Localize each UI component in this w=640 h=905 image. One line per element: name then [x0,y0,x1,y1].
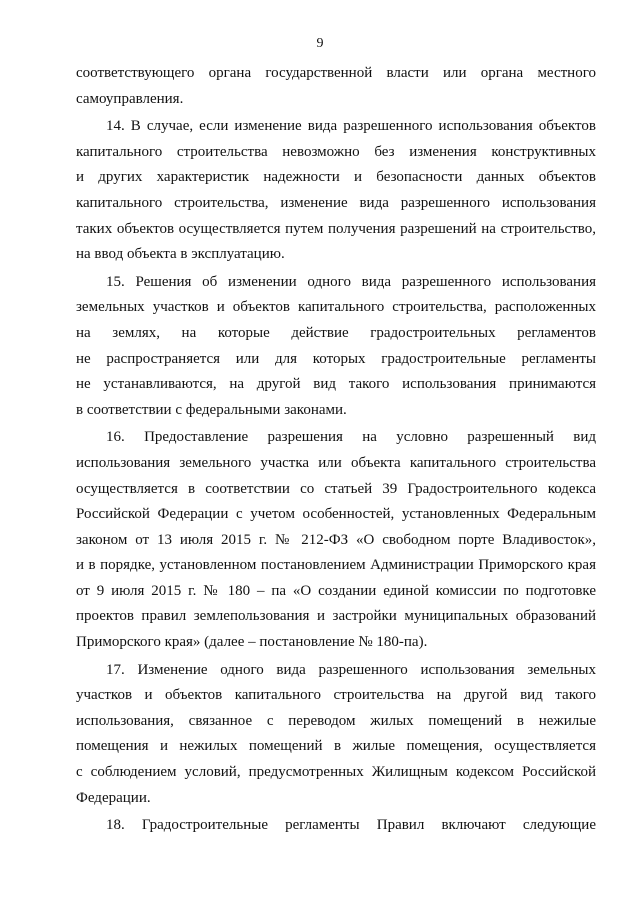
paragraph-17 [76,658,596,812]
text-line: законом от 13 июля 2015 г. № 212-ФЗ «О свободном порте Владивосток», [76,531,596,548]
paragraph-continuation [76,61,596,112]
paragraph-18 [76,813,596,839]
text-line: и в порядке, установленном постановлением Администрации Приморского края [76,557,596,574]
page-number: 9 [316,36,324,51]
paragraph-15 [76,270,596,424]
text-line: и других характеристик надежности и безопасности данных объектов [76,169,596,186]
text-line: капитального строительства, изменение вида разрешенного использования [76,194,596,211]
text-line: капитального строительства невозможно без изменения конструктивных [76,143,596,160]
text-line: на землях, на которые действие градостроительных регламентов [76,324,596,341]
text-line: использования земельного участка или объекта капитального строительства [76,454,596,471]
text-line: не распространяется или для которых градостроительные регламенты [76,350,596,367]
text-line: Приморского края» (далее – постановление № 180-па). [76,634,428,651]
text-line: помещения и нежилых помещений в жилые помещения, осуществляется [76,738,596,755]
document-body [76,61,596,841]
text-line: Российской Федерации с учетом особенностей, установленных Федеральным [76,506,596,523]
text-line: таких объектов осуществляется путем получения разрешений на строительство, [76,220,596,237]
text-line: осуществляется в соответствии со статьей 39 Градостроительного кодекса [76,480,596,497]
text-line: земельных участков и объектов капитального строительства, расположенных [76,299,596,316]
text-line: самоуправления. [76,90,184,107]
text-line: использования, связанное с переводом жилых помещений в нежилые [76,712,596,729]
text-line: 14. В случае, если изменение вида разрешенного использования объектов [106,118,596,135]
text-line: в соответствии с федеральными законами. [76,401,347,418]
text-line: 16. Предоставление разрешения на условно разрешенный вид [106,429,596,446]
text-line: с соблюдением условий, предусмотренных Жилищным кодексом Российской [76,764,596,781]
paragraph-14 [76,114,596,268]
text-line: на ввод объекта в эксплуатацию. [76,246,285,263]
text-line: участков и объектов капитального строительства на другой вид такого [76,687,596,704]
text-line: соответствующего органа государственной власти или органа местного [76,65,596,81]
text-line: проектов правил землепользования и застройки муниципальных образований [76,608,596,625]
paragraph-16 [76,425,596,655]
text-line: от 9 июля 2015 г. № 180 – па «О создании единой комиссии по подготовке [76,582,596,599]
text-line: 15. Решения об изменении одного вида разрешенного использования [106,273,596,290]
text-line: Федерации. [76,789,151,806]
text-line: 17. Изменение одного вида разрешенного использования земельных [106,661,596,678]
text-line: 18. Градостроительные регламенты Правил включают следующие [106,817,596,834]
text-line: не устанавливаются, на другой вид такого использования принимаются [76,376,596,393]
